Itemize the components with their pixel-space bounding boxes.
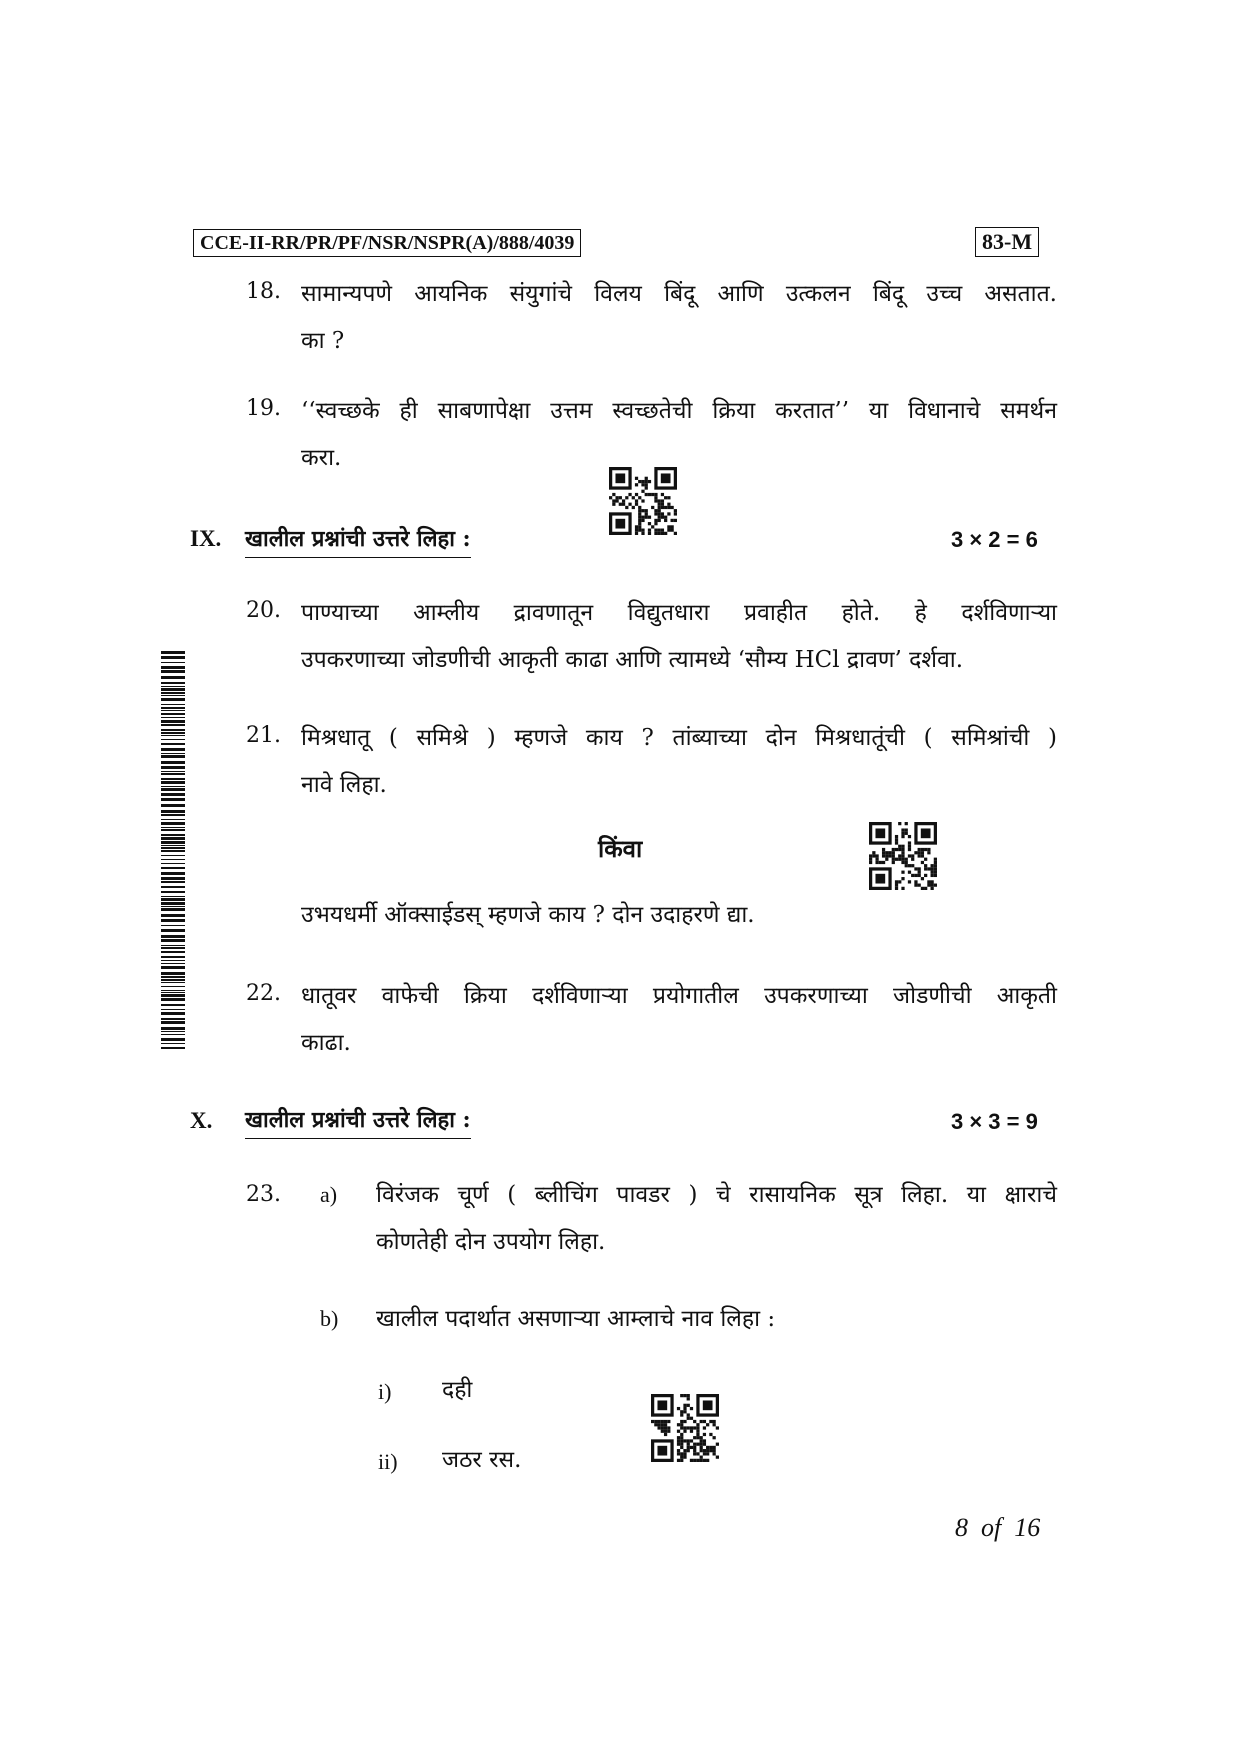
qr-code-icon	[609, 467, 677, 535]
question-19-line-2: करा.	[301, 445, 342, 471]
or-label: किंवा	[598, 834, 643, 863]
question-23a-label: a)	[320, 1182, 338, 1207]
paper-number: 83-M	[975, 227, 1039, 257]
question-21-line-2: नावे लिहा.	[301, 772, 387, 798]
question-23b-label: b)	[320, 1306, 339, 1331]
question-22-line-1: धातूवर वाफेची क्रिया दर्शविणाऱ्या प्रयोगातील उपकरणाच्या जोडणीची आकृती	[301, 983, 1057, 1009]
question-20-line-1: पाण्याच्या आम्लीय द्रावणातून विद्युतधारा प्रवाहीत होते. हे दर्शविणाऱ्या	[301, 600, 1057, 626]
item-ii-label: ii)	[378, 1449, 398, 1474]
question-22-line-2: काढा.	[301, 1030, 351, 1056]
question-23-number: 23.	[246, 1182, 281, 1207]
question-23a-line-2: कोणतेही दोन उपयोग लिहा.	[376, 1229, 606, 1255]
question-21-line-1: मिश्रधातू ( समिश्रे ) म्हणजे काय ? तांब्याच्या दोन मिश्रधातूंची ( समिश्रांची )	[301, 725, 1057, 751]
qr-code-icon	[651, 1394, 719, 1462]
section-ix-marks: 3 × 2 = 6	[951, 527, 1038, 552]
page-number: 8 of 16	[955, 1513, 1041, 1542]
section-ix-title: खालील प्रश्नांची उत्तरे लिहा :	[245, 523, 471, 558]
question-18-line-2: का ?	[301, 328, 345, 354]
question-23a-line-1: विरंजक चूर्ण ( ब्लीचिंग पावडर ) चे रासायनिक सूत्र लिहा. या क्षाराचे	[376, 1182, 1057, 1208]
question-18-line-1: सामान्यपणे आयनिक संयुगांचे विलय बिंदू आणि उत्कलन बिंदू उच्च असतात.	[301, 281, 1057, 307]
section-ix-number: IX.	[190, 526, 222, 551]
section-x-title: खालील प्रश्नांची उत्तरे लिहा :	[245, 1104, 471, 1139]
question-19-line-1: ‘‘स्वच्छके ही साबणापेक्षा उत्तम स्वच्छतेची क्रिया करतात’’ या विधानाचे समर्थन	[301, 398, 1057, 424]
item-ii-text: जठर रस.	[442, 1447, 522, 1473]
question-20-number: 20.	[246, 598, 281, 623]
question-18-number: 18.	[246, 279, 281, 304]
qr-code-icon	[869, 822, 937, 890]
side-barcode	[161, 651, 185, 1051]
question-23b-text: खालील पदार्थात असणाऱ्या आम्लाचे नाव लिहा :	[376, 1306, 776, 1332]
question-20-line-2: उपकरणाच्या जोडणीची आकृती काढा आणि त्यामध्ये ‘सौम्य HCl द्रावण’ दर्शवा.	[301, 647, 964, 673]
question-22-number: 22.	[246, 981, 281, 1006]
section-x-number: X.	[190, 1108, 213, 1133]
question-21-alternative: उभयधर्मी ऑक्साईडस् म्हणजे काय ? दोन उदाहरणे द्या.	[301, 902, 755, 928]
item-i-text: दही	[442, 1377, 473, 1403]
section-x-marks: 3 × 3 = 9	[951, 1109, 1038, 1134]
paper-code: CCE-II-RR/PR/PF/NSR/NSPR(A)/888/4039	[193, 229, 581, 257]
item-i-label: i)	[378, 1379, 392, 1404]
question-21-number: 21.	[246, 723, 281, 748]
question-19-number: 19.	[246, 396, 281, 421]
